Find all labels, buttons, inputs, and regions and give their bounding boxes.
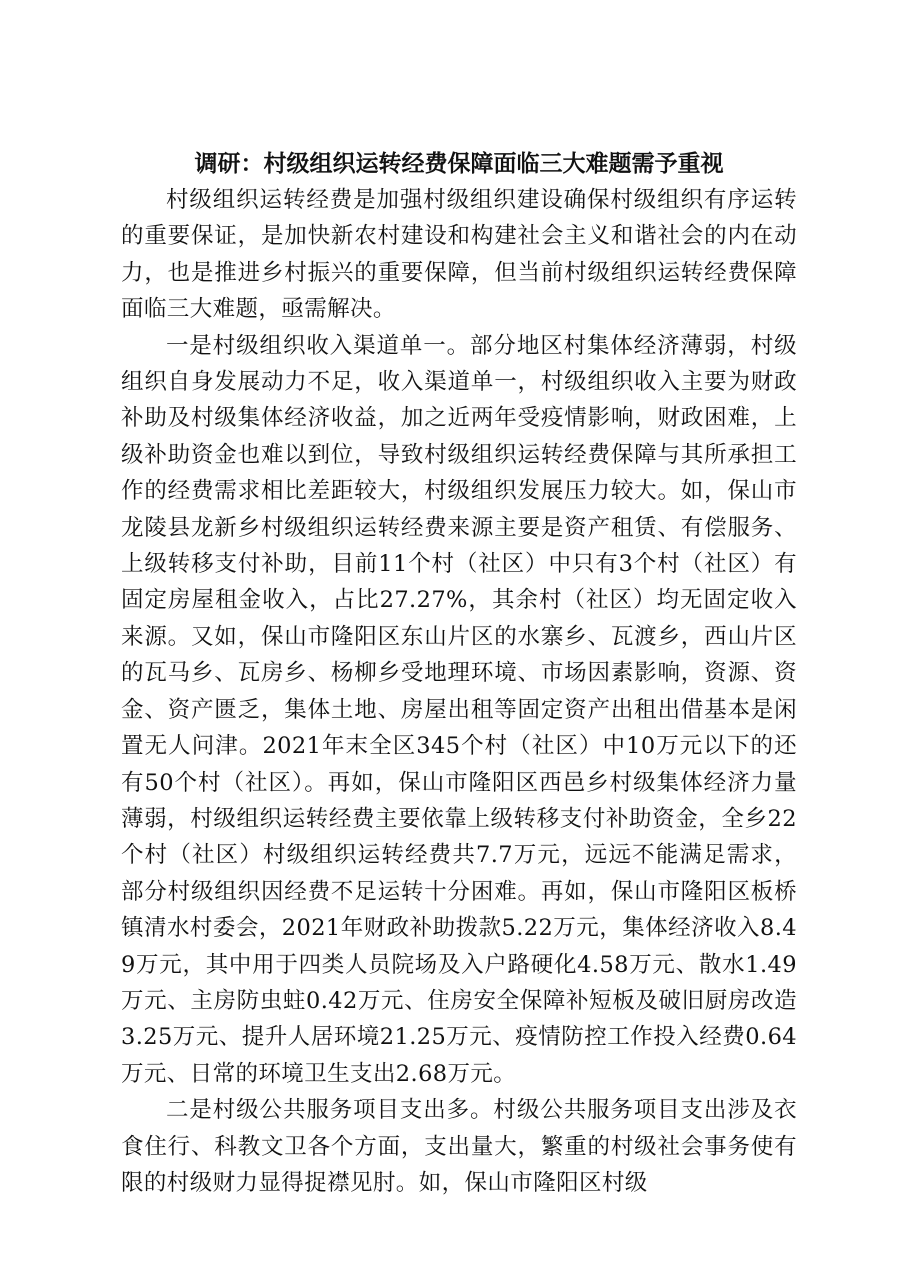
document-title: 调研：村级组织运转经费保障面临三大难题需予重视	[194, 150, 724, 177]
paragraph-intro: 村级组织运转经费是加强村级组织建设确保村级组织有序运转的重要保证，是加快新农村建设和构建社会主义和谐社会的内在动力，也是推进乡村振兴的重要保障，但当前村级组织运转经费保障面临三大难题，亟需解决。	[121, 187, 797, 323]
paragraph-point-two: 二是村级公共服务项目支出多。村级公共服务项目支出涉及衣食住行、科教文卫各个方面，支出量大，繁重的村级社会事务使有限的村级财力显得捉襟见肘。如，保山市隆阳区村级	[121, 1097, 797, 1196]
document-body	[121, 146, 797, 1201]
paragraph-point-one: 一是村级组织收入渠道单一。部分地区村集体经济薄弱，村级组织自身发展动力不足，收入渠道单一，村级组织收入主要为财政补助及村级集体经济收益，加之近两年受疫情影响，财政困难，上级补助资金也难以到位，导致村级组织运转经费保障与其所承担工作的经费需求相比差距较大，村级组织发展压力较大。如，保山市龙陵县龙新乡村级组织运转经费来源主要是资产租赁、有偿服务、上级转移支付补助，目前11个村（社区）中只有3个村（社区）有固定房屋租金收入，占比27.27%，其余村（社区）均无固定收入来源。又如，保山市隆阳区东山片区的水寨乡、瓦渡乡，西山片区的瓦马乡、瓦房乡、杨柳乡受地理环境、市场因素影响，资源、资金、资产匮乏，集体土地、房屋出租等固定资产出租出借基本是闲置无人问津。2021年末全区345个村（社区）中10万元以下的还有50个村（社区）。再如，保山市隆阳区西邑乡村级集体经济力量薄弱，村级组织运转经费主要依靠上级转移支付补助资金，全乡22个村（社区）村级组织运转经费共7.7万元，远远不能满足需求，部分村级组织因经费不足运转十分困难。再如，保山市隆阳区板桥镇清水村委会，2021年财政补助拨款5.22万元，集体经济收入8.49万元，其中用于四类人员院场及入户路硬化4.58万元、散水1.49万元、主房防虫蛀0.42万元、住房安全保障补短板及破旧厨房改造3.25万元、提升人居环境21.25万元、疫情防控工作投入经费0.64万元、日常的环境卫生支出2.68万元。	[121, 332, 797, 1087]
